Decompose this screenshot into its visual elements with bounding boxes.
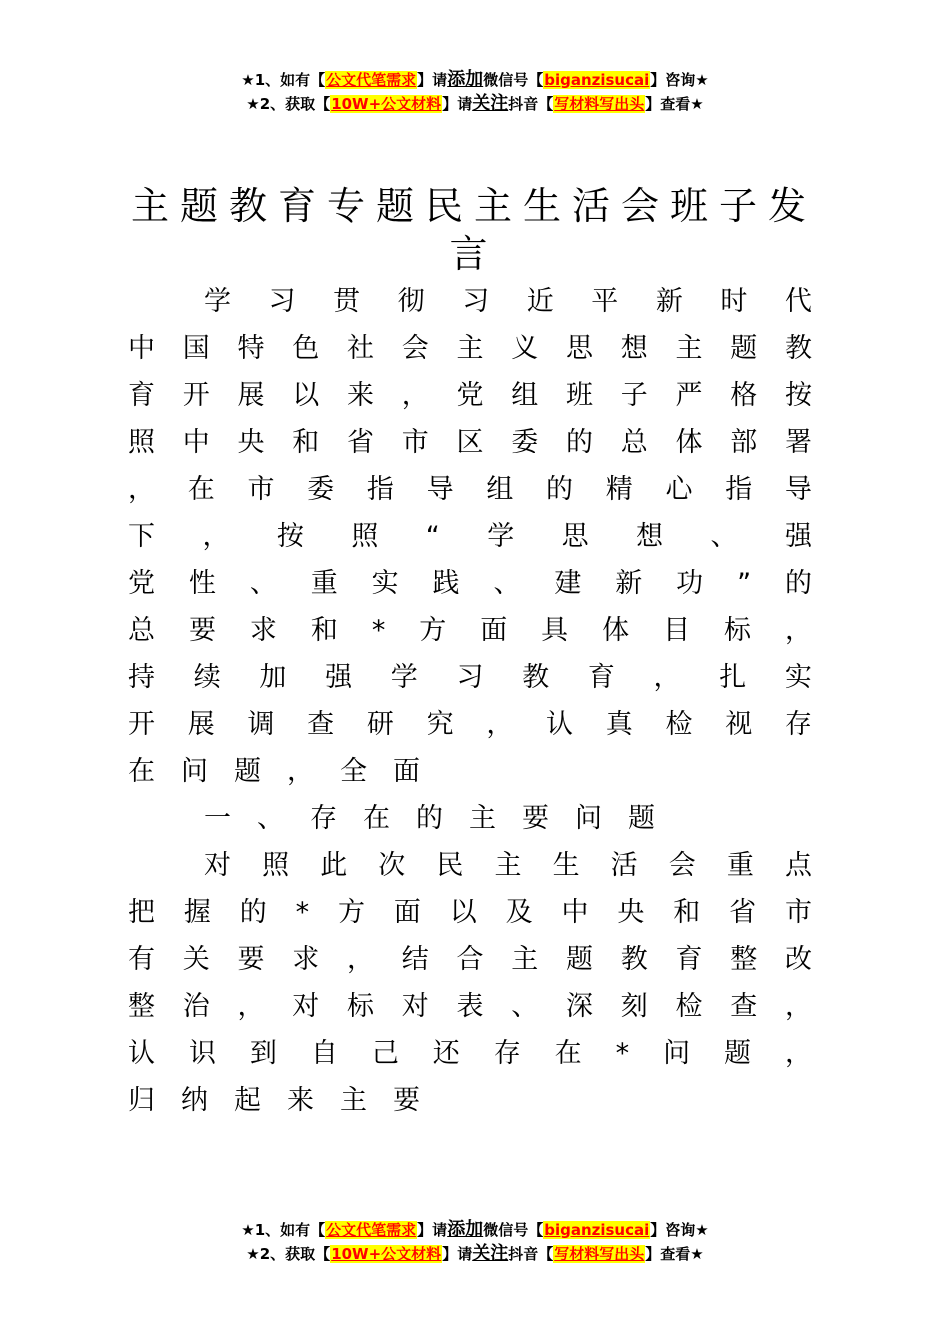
banner-text: 】请 [417,71,448,89]
banner-line-1 [0,68,950,92]
text-line: ， 在 市 委 指 导 组 的 精 心 指 导 [128,474,812,505]
banner-text: ★2、获取【 [246,95,331,113]
text-line: 中 国 特 色 社 会 主 义 思 想 主 题 教 [128,333,812,364]
banner-highlight: 公文代笔需求 [326,1221,417,1239]
text-line: 认 识 到 自 己 还 存 在 * 问 题 ， [128,1038,812,1069]
text-line: 有 关 要 求 ， 结 合 主 题 教 育 整 改 [128,944,812,975]
banner-text: 】咨询★ [650,1221,709,1239]
text-line: 总 要 求 和 * 方 面 具 体 目 标 ， [128,615,812,646]
banner-highlight: biganzisucai [544,1221,650,1239]
text-line: 把 握 的 * 方 面 以 及 中 央 和 省 市 [128,897,812,928]
text-line: 一 、 存 在 的 主 要 问 题 [204,803,655,834]
text-line: 党 性 、 重 实 践 、 建 新 功 ” 的 [128,568,812,599]
section-paragraph [128,842,812,1124]
section-heading [128,795,812,842]
text-line: 对 照 此 次 民 主 生 活 会 重 点 [204,850,812,881]
banner-emphasis: 关注 [472,1243,509,1264]
text-line: 学 习 贯 彻 习 近 平 新 时 代 [204,286,812,317]
text-line: 开 展 调 查 研 究 ， 认 真 检 视 存 [128,709,812,740]
banner-text: 】请 [442,95,473,113]
banner-text: 】查看★ [645,95,704,113]
banner-highlight: biganzisucai [544,71,650,89]
banner-emphasis: 关注 [472,93,509,114]
text-line: 在 问 题 ， 全 面 [128,756,420,787]
banner-text: ★2、获取【 [246,1245,331,1263]
banner-emphasis: 添加 [447,1219,484,1240]
banner-text: 微信号【 [483,1221,544,1239]
text-line: 归 纳 起 来 主 要 [128,1085,420,1116]
document-title: 主题教育专题民主生活会班子发言 [130,184,817,276]
bottom-banner [0,1218,950,1266]
banner-text: ★1、如有【 [241,1221,326,1239]
banner-text: 抖音【 [508,1245,554,1263]
banner-highlight: 10W+公文材料 [331,95,442,113]
banner-text: 】查看★ [645,1245,704,1263]
banner-text: 微信号【 [483,71,544,89]
text-line: 育 开 展 以 来 ， 党 组 班 子 严 格 按 [128,380,812,411]
banner-highlight: 公文代笔需求 [326,71,417,89]
text-line: 整 治 ， 对 标 对 表 、 深 刻 检 查 ， [128,991,812,1022]
banner-highlight: 10W+公文材料 [331,1245,442,1263]
banner-line-2 [0,1242,950,1266]
banner-text: 】咨询★ [650,71,709,89]
top-banner [0,68,950,116]
banner-text: 】请 [417,1221,448,1239]
text-line: 照 中 央 和 省 市 区 委 的 总 体 部 署 [128,427,812,458]
text-line: 下 ， 按 照 “ 学 思 想 、 强 [128,521,812,552]
text-line: 持 续 加 强 学 习 教 育 ， 扎 实 [128,662,812,693]
intro-paragraph [128,278,812,795]
banner-text: 】请 [442,1245,473,1263]
banner-line-2 [0,92,950,116]
banner-line-1 [0,1218,950,1242]
banner-emphasis: 添加 [447,69,484,90]
document-body [128,278,812,1124]
banner-highlight: 写材料写出头 [554,1245,645,1263]
banner-highlight: 写材料写出头 [554,95,645,113]
banner-text: 抖音【 [508,95,554,113]
banner-text: ★1、如有【 [241,71,326,89]
